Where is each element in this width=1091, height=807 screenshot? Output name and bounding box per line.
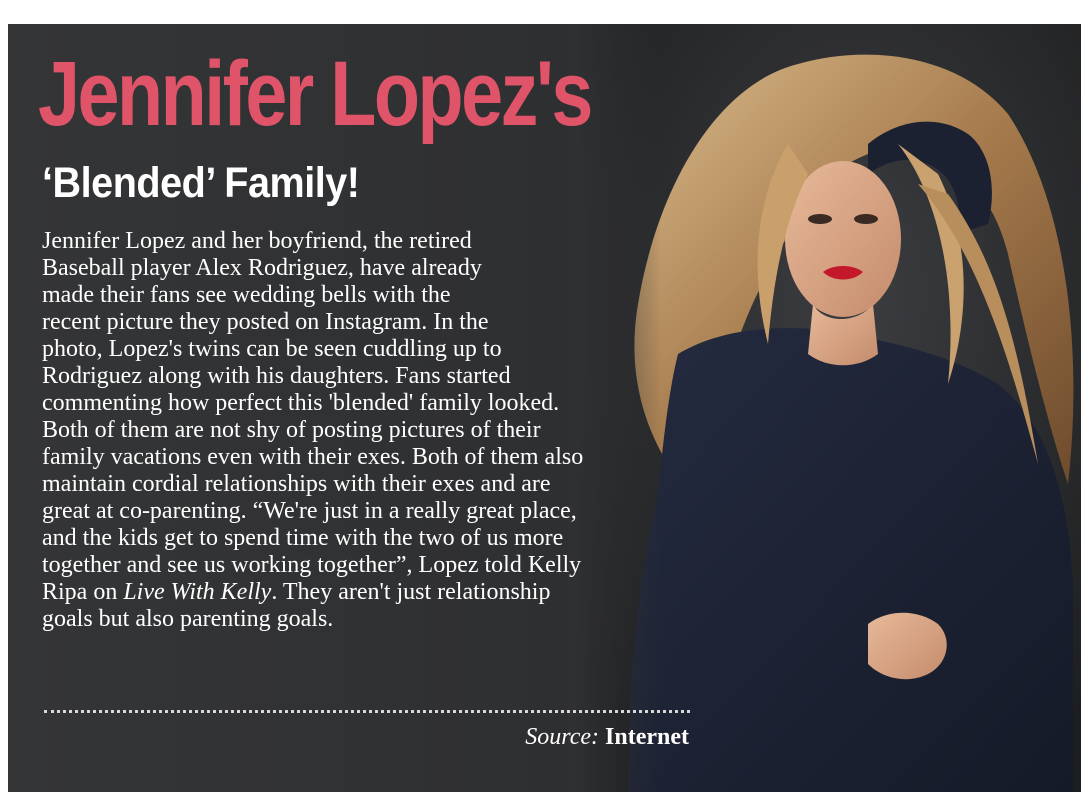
subheadline: ‘Blended’ Family!: [42, 159, 360, 207]
body-line: family vacations even with their exes. Both of them also: [42, 444, 584, 470]
body-line: goals but also parenting goals.: [42, 606, 334, 632]
body-line: Both of them are not shy of posting pictures of their: [42, 417, 541, 443]
article-body: [42, 228, 702, 633]
body-line: recent picture they posted on Instagram. In the: [42, 309, 489, 335]
body-text-segment: . They aren't just relationship: [271, 579, 551, 605]
source-value: Internet: [605, 724, 689, 750]
body-line: [42, 579, 702, 606]
body-line: together and see us working together”, Lopez told Kelly: [42, 552, 582, 578]
show-title: Live With Kelly: [123, 579, 272, 605]
source-label: Source:: [525, 724, 600, 750]
body-line: Rodriguez along with his daughters. Fans started: [42, 363, 511, 389]
body-line: commenting how perfect this 'blended' family looked.: [42, 390, 560, 416]
body-line: photo, Lopez's twins can be seen cuddling up to: [42, 336, 502, 362]
body-line: Jennifer Lopez and her boyfriend, the retired: [42, 228, 472, 254]
body-line: made their fans see wedding bells with the: [42, 282, 451, 308]
dotted-divider: [44, 710, 690, 713]
body-line: Baseball player Alex Rodriguez, have already: [42, 255, 482, 281]
body-text-segment: Ripa on: [42, 579, 124, 605]
body-line: and the kids get to spend time with the two of us more: [42, 525, 564, 551]
headline: Jennifer Lopez's: [38, 43, 591, 145]
body-line: maintain cordial relationships with their exes and are: [42, 471, 551, 497]
body-line: great at co-parenting. “We're just in a really great place,: [42, 498, 577, 524]
article-panel: [8, 24, 1081, 792]
source-credit: [525, 724, 689, 751]
